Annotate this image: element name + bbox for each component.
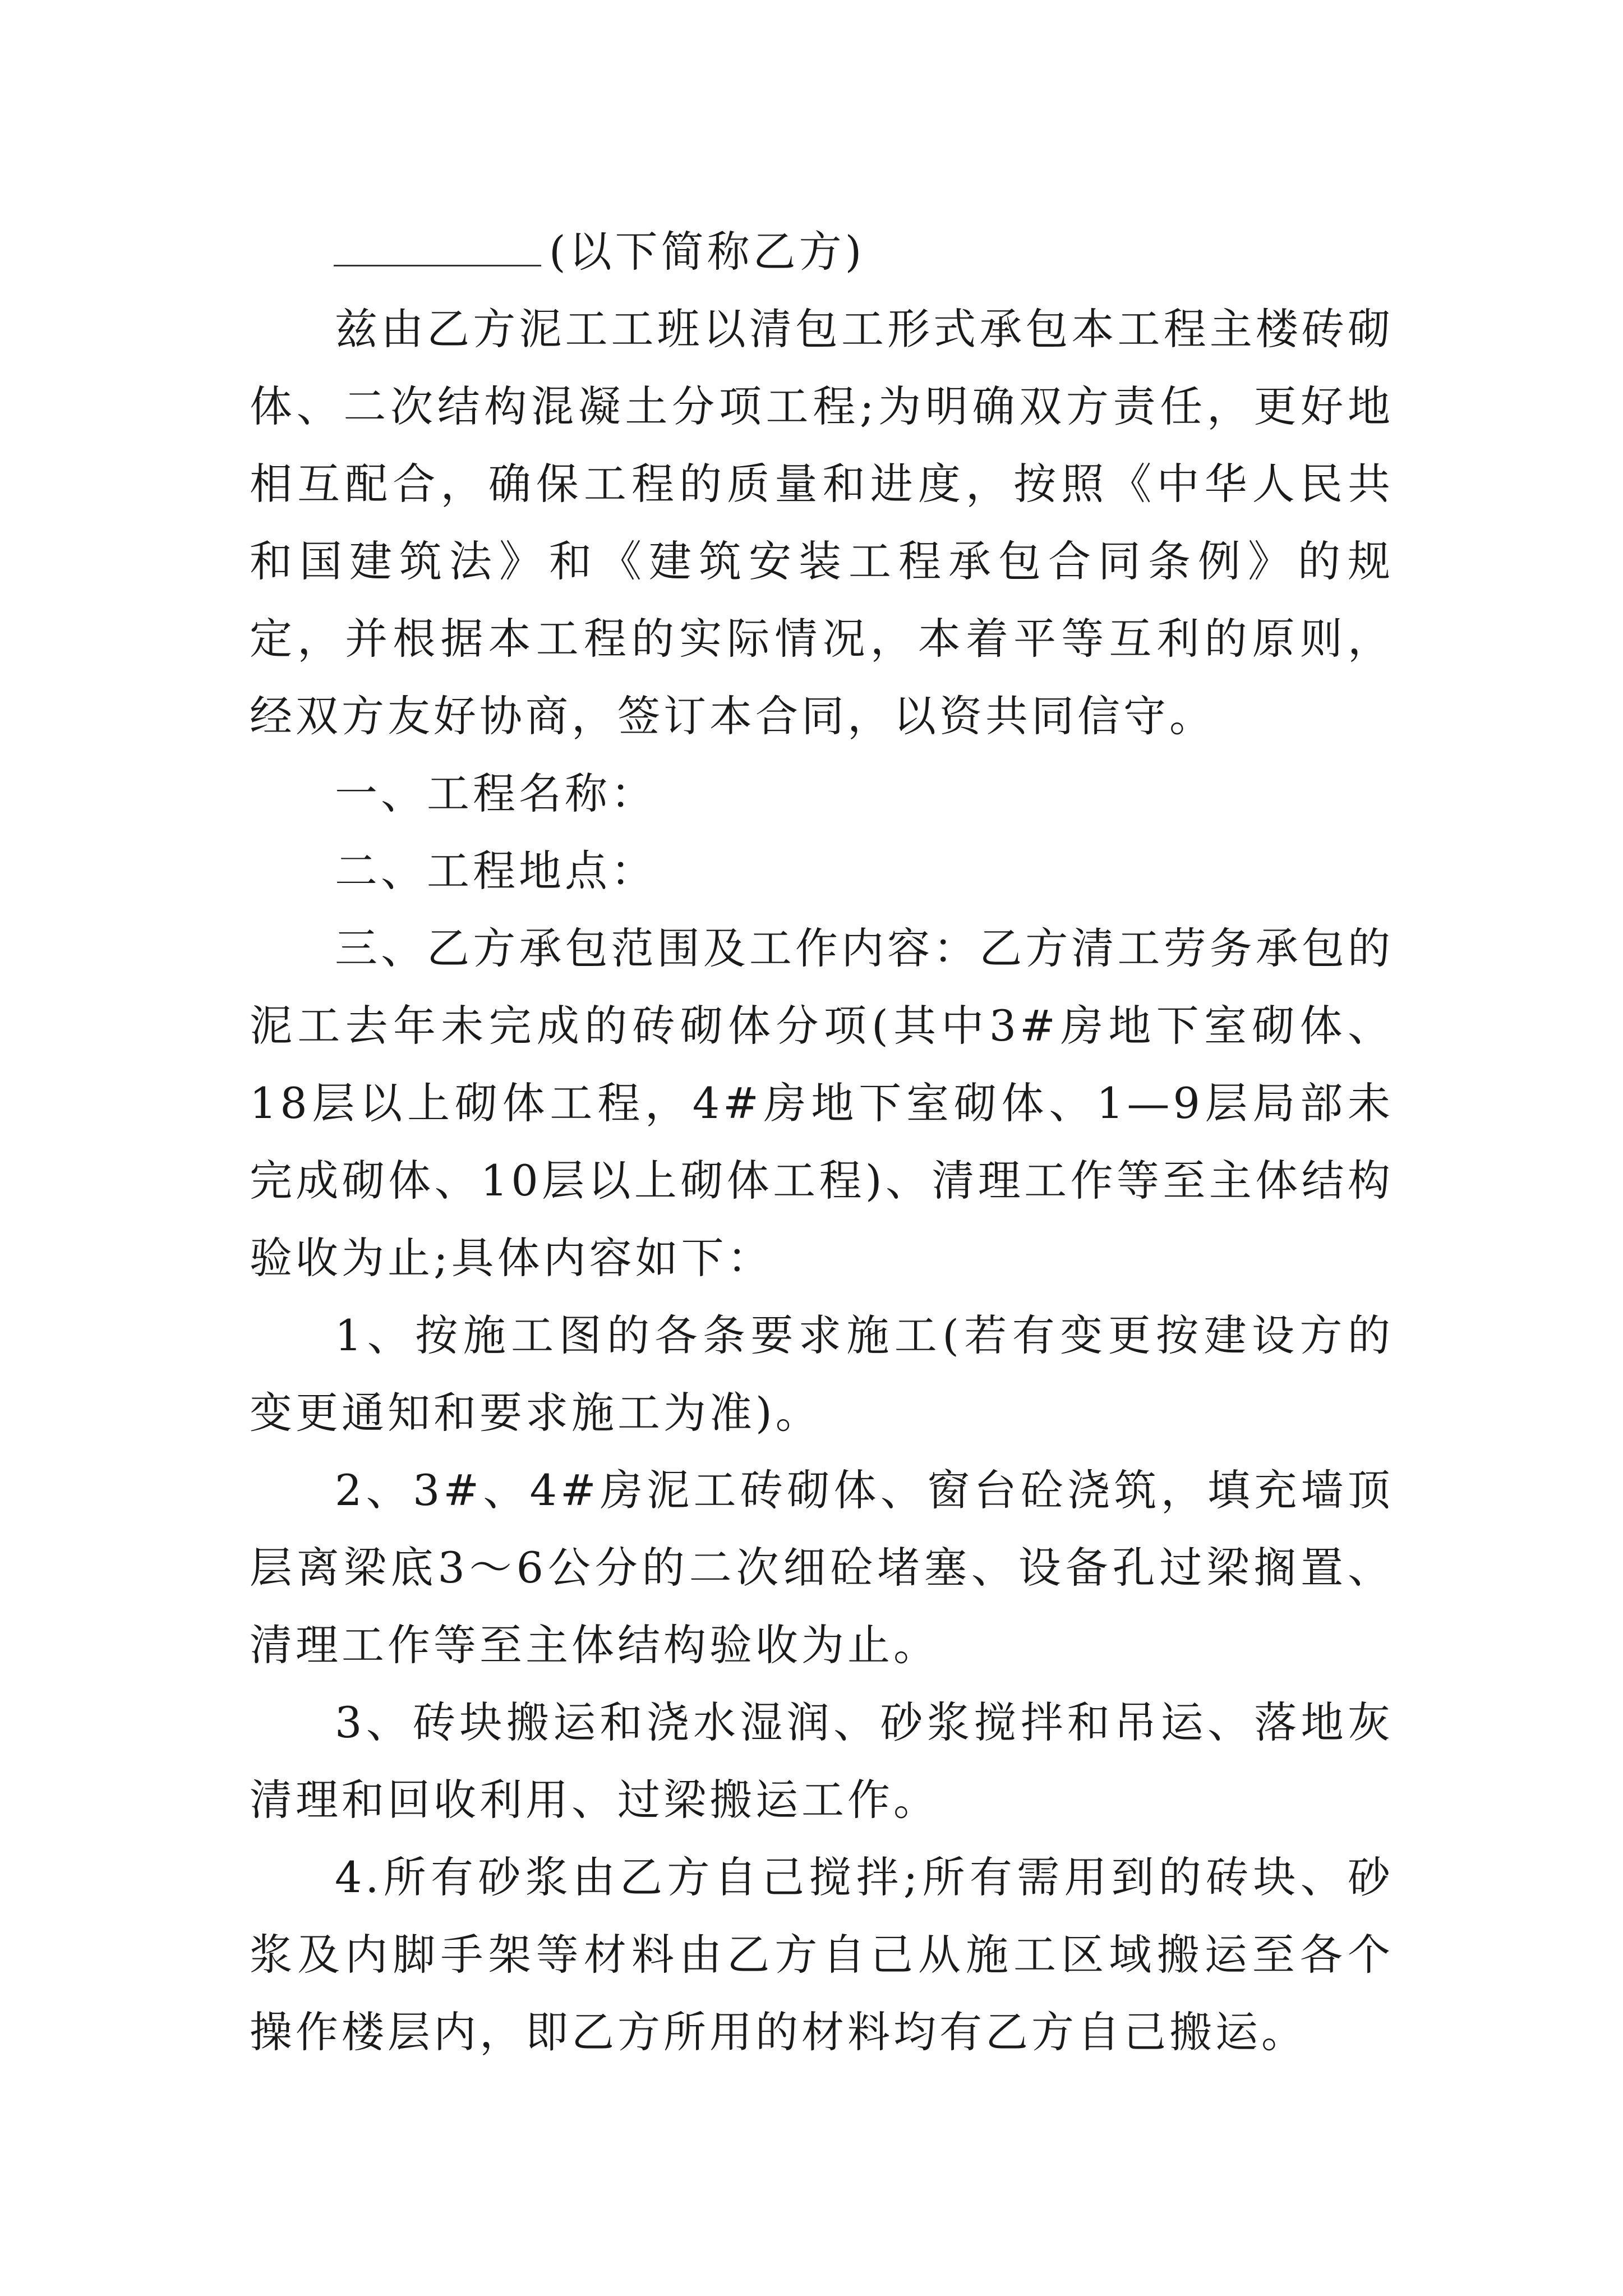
document-body [250,213,1394,2071]
party-b-line-content [250,213,1394,291]
paragraph-item-1: 1、按施工图的各条要求施工(若有变更按建设方的变更通知和要求施工为准)。 [250,1310,1394,1438]
paragraph-project-location: 二、工程地点： [335,846,657,896]
paragraph-project-name: 一、工程名称： [335,769,657,818]
blank-underline [334,237,541,266]
paragraph-scope: 三、乙方承包范围及工作内容：乙方清工劳务承包的泥工去年未完成的砖砌体分项(其中3#房地下室砌体、18层以上砌体工程，4#房地下室砌体、1—9层局部未完成砌体、10层以上砌体工程)、清理工作等至主体结构验收为止;具体内容如下： [250,923,1394,1283]
paragraph-intro: 兹由乙方泥工工班以清包工形式承包本工程主楼砖砌体、二次结构混凝土分项工程;为明确双方责任，更好地相互配合，确保工程的质量和进度，按照《中华人民共和国建筑法》和《建筑安装工程承包合同条例》的规定，并根据本工程的实际情况，本着平等互利的原则，经双方友好协商，签订本合同，以资共同信守。 [250,304,1394,741]
party-b-line [250,213,1394,291]
paragraph-item-4: 4.所有砂浆由乙方自己搅拌;所有需用到的砖块、砂浆及内脚手架等材料由乙方自己从施工区域搬运至各个操作楼层内，即乙方所用的材料均有乙方自己搬运。 [250,1852,1394,2057]
party-b-label: (以下简称乙方) [549,227,865,277]
paragraph-item-2: 2、3#、4#房泥工砖砌体、窗台砼浇筑，填充墙顶层离梁底3～6公分的二次细砼堵塞、设备孔过梁搁置、清理工作等至主体结构验收为止。 [250,1465,1394,1670]
paragraph-item-3: 3、砖块搬运和浇水湿润、砂浆搅拌和吊运、落地灰清理和回收利用、过梁搬运工作。 [250,1697,1394,1825]
